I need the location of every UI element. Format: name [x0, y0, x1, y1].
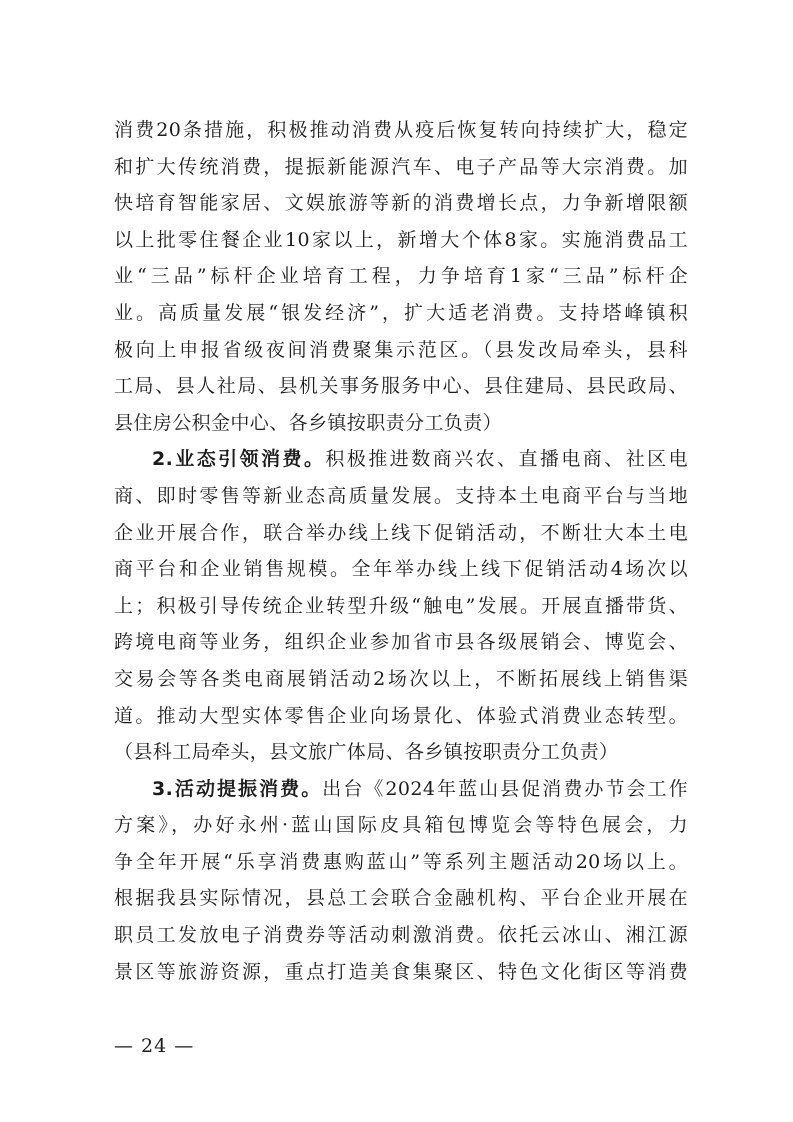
- text-line: 消费20条措施，积极推动消费从疫后恢复转向持续扩大，稳定: [114, 119, 688, 141]
- text-line: 快培育智能家居、文娱旅游等新的消费增长点，力争新增限额: [114, 192, 688, 215]
- item-2-first-line: [114, 441, 688, 478]
- text-line: 方案》，办好永州·蓝山国际皮具箱包博览会等特色展会，力: [114, 814, 688, 837]
- text-line: 职员工发放电子消费券等活动刺激消费。依托云冰山、湘江源: [114, 924, 688, 947]
- text-line: 商平台和企业销售规模。全年举办线上线下促销活动4场次以: [114, 558, 688, 581]
- text-line: 交易会等各类电商展销活动2场次以上，不断拓展线上销售渠: [114, 667, 688, 690]
- item-3-heading: 3.活动提振消费。: [152, 777, 323, 800]
- body-text: [114, 112, 688, 990]
- text-line: 企业开展合作，联合举办线上线下促销活动，不断壮大本土电: [114, 521, 688, 544]
- text-line: 县住房公积金中心、各乡镇按职责分工负责）: [114, 411, 503, 434]
- text-line: 上；积极引导传统企业转型升级“触电”发展。开展直播带货、: [114, 594, 688, 617]
- text-line: 跨境电商等业务，组织企业参加省市县各级展销会、博览会、: [114, 631, 688, 654]
- page-number: — 24 —: [114, 1035, 195, 1057]
- text-line: 道。推动大型实体零售企业向场景化、体验式消费业态转型。: [114, 704, 688, 727]
- text-line: 业“三品”标杆企业培育工程，力争培育1家“三品”标杆企: [114, 265, 688, 288]
- text-line: 业。高质量发展“银发经济”，扩大适老消费。支持塔峰镇积: [114, 301, 688, 324]
- item-3-first-line: [114, 771, 688, 808]
- text-line: 争全年开展“乐享消费惠购蓝山”等系列主题活动20场以上。: [114, 850, 688, 873]
- text-line: 商、即时零售等新业态高质量发展。支持本土电商平台与当地: [114, 484, 688, 507]
- text-line: （县科工局牵头，县文旅广体局、各乡镇按职责分工负责）: [114, 741, 619, 764]
- text-line: 和扩大传统消费，提振新能源汽车、电子产品等大宗消费。加: [114, 155, 688, 178]
- item-3-first-line-text: 出台《2024年蓝山县促消费办节会工作: [322, 777, 688, 800]
- item-2-first-line-text: 积极推进数商兴农、直播电商、社区电: [325, 448, 688, 471]
- item-2-heading: 2.业态引领消费。: [152, 448, 326, 471]
- text-line: 景区等旅游资源，重点打造美食集聚区、特色文化街区等消费: [114, 960, 688, 983]
- text-line: 极向上申报省级夜间消费聚集示范区。（县发改局牵头，县科: [114, 338, 688, 361]
- text-line: 以上批零住餐企业10家以上，新增大个体8家。实施消费品工: [114, 228, 688, 251]
- text-line: 根据我县实际情况，县总工会联合金融机构、平台企业开展在: [114, 887, 688, 910]
- text-line: 工局、县人社局、县机关事务服务中心、县住建局、县民政局、: [114, 375, 688, 398]
